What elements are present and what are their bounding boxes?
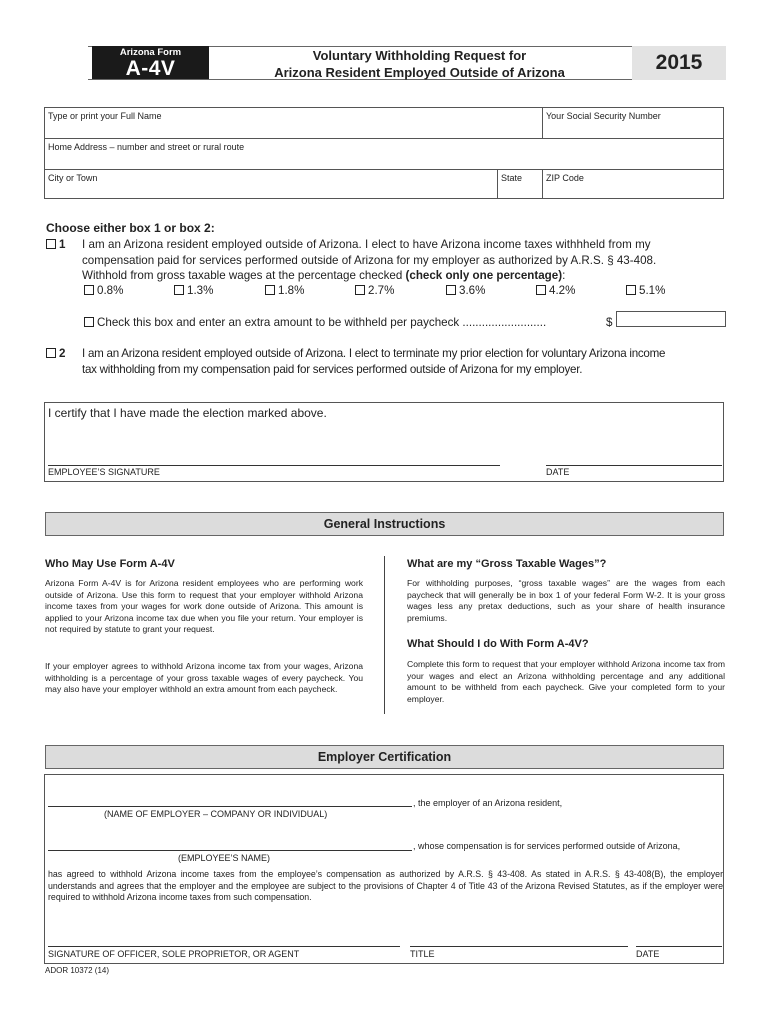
pct-label: 0.8%	[97, 284, 124, 297]
form-label: Arizona Form	[119, 47, 182, 58]
certify-statement: I certify that I have made the election marked above.	[48, 406, 327, 420]
box1-line-3-emphasis: (check only one percentage)	[405, 269, 563, 282]
what-paragraph: Complete this form to request that your employer withhold Arizona income tax from your wages and elect an Arizona withholding percentage and any additional amount to be withheld from each paycheck. Give your completed form to your employer.	[407, 659, 725, 704]
ssn-field[interactable]: Your Social Security Number	[546, 111, 661, 121]
pct-option-1[interactable]	[174, 284, 213, 297]
employer-date-label: DATE	[636, 949, 660, 959]
box2-checkbox[interactable]	[46, 348, 56, 358]
pct-option-6[interactable]	[626, 284, 665, 297]
pct-label: 4.2%	[549, 284, 576, 297]
title-line[interactable]	[410, 946, 628, 947]
title-line-1: Voluntary Withholding Request for	[312, 48, 527, 63]
box2-number: 2	[59, 347, 66, 360]
box2-line-1: I am an Arizona resident employed outside of Arizona. I elect to terminate my prior election for voluntary Arizona income	[82, 347, 666, 360]
box2-text	[82, 346, 726, 377]
pct-checkbox[interactable]	[265, 285, 275, 295]
extra-amount-input[interactable]	[616, 311, 726, 327]
pct-option-4[interactable]	[446, 284, 485, 297]
city-field[interactable]: City or Town	[48, 173, 98, 183]
employer-date-line[interactable]	[636, 946, 722, 947]
pct-checkbox[interactable]	[446, 285, 456, 295]
pct-option-2[interactable]	[265, 284, 304, 297]
form-id-box	[92, 46, 209, 79]
divider	[542, 107, 543, 138]
extra-amount-checkbox[interactable]	[84, 317, 94, 327]
pct-checkbox[interactable]	[84, 285, 94, 295]
employee-name-label: (EMPLOYEE’S NAME)	[178, 853, 271, 863]
employee-signature-label: EMPLOYEE’S SIGNATURE	[48, 467, 160, 477]
divider	[542, 169, 543, 199]
employee-line-suffix: , whose compensation is for services performed outside of Arizona,	[413, 841, 681, 851]
form-title	[222, 47, 617, 81]
choice-heading: Choose either box 1 or box 2:	[46, 221, 215, 235]
pct-checkbox[interactable]	[174, 285, 184, 295]
title-line-2: Arizona Resident Employed Outside of Arizona	[274, 65, 565, 80]
title-label: TITLE	[410, 949, 435, 959]
pct-label: 3.6%	[459, 284, 486, 297]
who-paragraph-1: Arizona Form A-4V is for Arizona resident employees who are performing work outside of Arizona. Use this form to request that your employer withhold Arizona income taxes from your wages for work done outside of Arizona. This amount is applied to your Arizona income tax due when you file your return. Your employer is not required by statute to grant your request.	[45, 578, 363, 635]
employer-line-suffix: , the employer of an Arizona resident,	[413, 798, 563, 808]
tax-year: 2015	[632, 46, 726, 80]
extra-amount-label: Check this box and enter an extra amount to be withheld per paycheck ..........................	[97, 316, 547, 329]
divider	[497, 169, 498, 199]
form-number: A-4V	[125, 57, 176, 80]
divider	[44, 138, 724, 139]
extra-amount-row	[84, 315, 546, 331]
wages-paragraph: For withholding purposes, “gross taxable wages” are the wages from each paycheck that will generally be in box 1 of your federal Form W-2. It is your gross wages less any pretax deductions, such as your share of health insurance premiums.	[407, 578, 725, 623]
officer-signature-line[interactable]	[48, 946, 400, 947]
box1-checkbox-group	[46, 237, 65, 253]
box1-text	[82, 237, 726, 284]
box1-number: 1	[59, 238, 66, 251]
box2-line-2: tax withholding from my compensation paid for services performed outside of Arizona for my employer.	[82, 362, 583, 376]
state-field[interactable]: State	[501, 173, 523, 183]
who-paragraph-2: If your employer agrees to withhold Arizona income tax from your wages, Arizona withholding is a percentage of your gross taxable wages of every paycheck. You may also have your employer withhold an extra amount from each paycheck.	[45, 661, 363, 695]
pct-option-3[interactable]	[355, 284, 394, 297]
pct-option-5[interactable]	[536, 284, 575, 297]
box1-line-2: compensation paid for services performed outside of Arizona for my employer as authorized by A.R.S. § 43-408.	[82, 253, 657, 267]
pct-label: 2.7%	[368, 284, 395, 297]
employee-name-line[interactable]	[48, 850, 412, 851]
employee-signature-line[interactable]	[48, 465, 500, 466]
officer-signature-label: SIGNATURE OF OFFICER, SOLE PROPRIETOR, OR AGENT	[48, 949, 300, 959]
box1-checkbox[interactable]	[46, 239, 56, 249]
box1-line-3	[82, 268, 726, 284]
box1-line-1: I am an Arizona resident employed outside of Arizona. I elect to have Arizona income taxes withhheld from my	[82, 238, 651, 251]
employee-date-line[interactable]	[546, 465, 722, 466]
box1-line-3-text: Withhold from gross taxable wages at the percentage checked	[82, 269, 406, 282]
dollar-sign: $	[606, 316, 613, 329]
column-divider	[384, 556, 385, 714]
employer-name-line[interactable]	[48, 806, 412, 807]
form-code: ADOR 10372 (14)	[45, 966, 110, 975]
zip-field[interactable]: ZIP Code	[546, 173, 584, 183]
who-heading: Who May Use Form A-4V	[45, 558, 175, 570]
general-instructions-header: General Instructions	[45, 512, 724, 536]
employer-name-label: (NAME OF EMPLOYER – COMPANY OR INDIVIDUAL)	[104, 809, 328, 819]
employer-agreement: has agreed to withhold Arizona income taxes from the employee’s compensation as authorized by A.R.S. § 43-408. As stated in A.R.S. § 43-408(B), the employer understands and agrees that the employer and the employee are subject to the provisions of Chapter 4 of Title 43 of the Arizona Revised Statutes, as if the employer were required to withhold Arizona income taxes from such compensation.	[48, 869, 723, 903]
what-heading: What Should I do With Form A-4V?	[407, 638, 589, 650]
wages-heading: What are my “Gross Taxable Wages”?	[407, 558, 607, 570]
address-field[interactable]: Home Address – number and street or rural route	[48, 142, 245, 152]
pct-checkbox[interactable]	[355, 285, 365, 295]
employee-date-label: DATE	[546, 467, 570, 477]
box1-line-3-colon: :	[562, 269, 566, 282]
employer-certification-header: Employer Certification	[45, 745, 724, 769]
pct-label: 1.8%	[278, 284, 305, 297]
full-name-field[interactable]: Type or print your Full Name	[48, 111, 162, 121]
pct-label: 5.1%	[639, 284, 666, 297]
pct-checkbox[interactable]	[536, 285, 546, 295]
box2-checkbox-group	[46, 346, 65, 362]
pct-checkbox[interactable]	[626, 285, 636, 295]
pct-label: 1.3%	[187, 284, 214, 297]
pct-option-0[interactable]	[84, 284, 123, 297]
divider	[44, 169, 724, 170]
